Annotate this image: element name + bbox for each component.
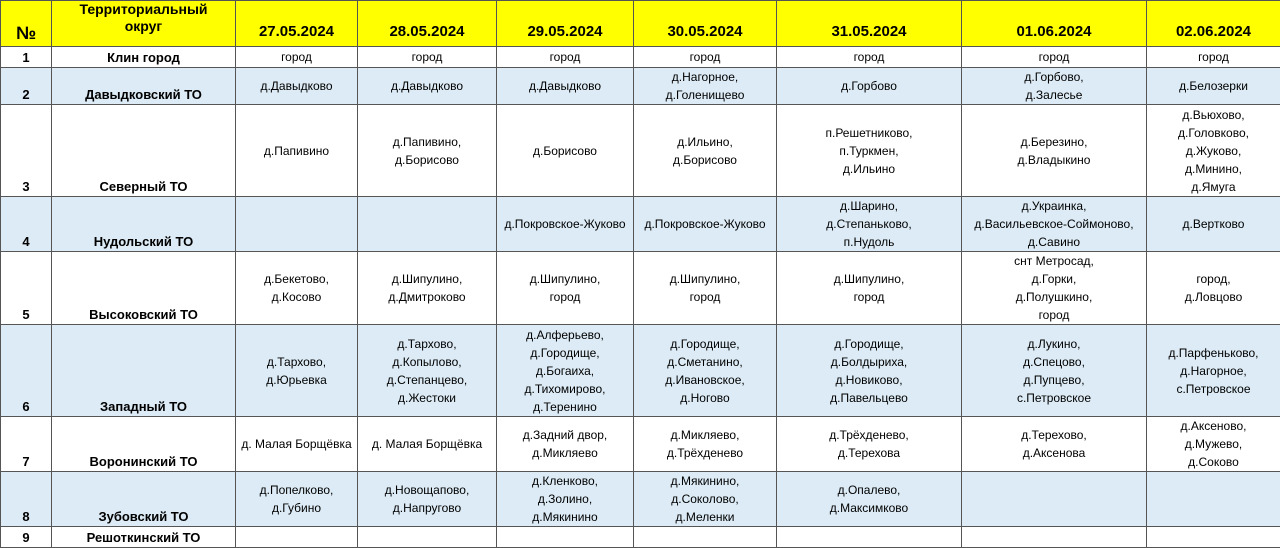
schedule-cell (1147, 417, 1280, 472)
schedule-cell (497, 417, 634, 472)
schedule-cell (777, 472, 962, 527)
cell-locality: д.Теренино (497, 398, 633, 416)
cell-locality: д.Ногово (634, 389, 776, 407)
cell-locality: д.Шарино, (777, 197, 961, 215)
cell-locality: д.Давыдково (358, 77, 496, 95)
cell-locality: д.Шипулино, (497, 270, 633, 288)
cell-locality: д.Напругово (358, 499, 496, 517)
cell-locality: д.Владыкино (962, 151, 1146, 169)
header-date: 29.05.2024 (497, 1, 634, 47)
cell-locality: д.Богаиха, (497, 362, 633, 380)
schedule-cell (962, 527, 1147, 548)
cell-locality: д.Минино, (1147, 160, 1280, 178)
cell-locality: д.Вертково (1147, 215, 1280, 233)
schedule-cell (634, 105, 777, 197)
cell-locality: д.Нагорное, (634, 68, 776, 86)
cell-locality: д.Попелково, (236, 481, 357, 499)
cell-locality: д.Парфеньково, (1147, 344, 1280, 362)
cell-locality: город (1147, 48, 1280, 66)
okrug-name: Западный ТО (52, 325, 236, 417)
header-date: 02.06.2024 (1147, 1, 1280, 47)
cell-locality: д.Городище, (634, 335, 776, 353)
cell-locality: д.Трёхденево, (777, 426, 961, 444)
schedule-cell (497, 472, 634, 527)
schedule-cell (1147, 252, 1280, 325)
cell-locality: д.Бекетово, (236, 270, 357, 288)
row-number: 2 (1, 68, 52, 105)
cell-locality: д.Павельцево (777, 389, 961, 407)
cell-locality: д.Жестоки (358, 389, 496, 407)
cell-locality: д.Борисово (634, 151, 776, 169)
cell-locality: д.Тархово, (236, 353, 357, 371)
table-row (1, 68, 1280, 105)
cell-locality: д.Мужево, (1147, 435, 1280, 453)
schedule-cell (236, 417, 358, 472)
header-okrug-line1: Территориальный (52, 1, 235, 18)
cell-locality: д.Савино (962, 233, 1146, 251)
cell-locality: д.Губино (236, 499, 357, 517)
cell-locality: д.Терехова (777, 444, 961, 462)
cell-locality: д.Полушкино, (962, 288, 1146, 306)
cell-locality: д.Борисово (497, 142, 633, 160)
row-number: 5 (1, 252, 52, 325)
table-row (1, 105, 1280, 197)
table-row (1, 417, 1280, 472)
cell-locality: город, (1147, 270, 1280, 288)
cell-locality: д.Тархово, (358, 335, 496, 353)
schedule-cell (962, 105, 1147, 197)
cell-locality: п.Решетниково, (777, 124, 961, 142)
cell-locality: город (497, 48, 633, 66)
header-date: 28.05.2024 (358, 1, 497, 47)
row-number: 3 (1, 105, 52, 197)
schedule-cell (777, 527, 962, 548)
schedule-cell (358, 472, 497, 527)
schedule-cell (1147, 527, 1280, 548)
cell-locality: д.Соково (1147, 453, 1280, 471)
schedule-cell (962, 472, 1147, 527)
table-row (1, 197, 1280, 252)
schedule-cell (358, 197, 497, 252)
schedule-cell (358, 252, 497, 325)
cell-locality: д.Ивановское, (634, 371, 776, 389)
cell-locality: д.Шипулино, (634, 270, 776, 288)
cell-locality: д.Степаньково, (777, 215, 961, 233)
schedule-cell (634, 197, 777, 252)
schedule-cell (358, 68, 497, 105)
schedule-cell (634, 252, 777, 325)
cell-locality: город (962, 306, 1146, 324)
schedule-cell (1147, 472, 1280, 527)
cell-locality: д.Украинка, (962, 197, 1146, 215)
schedule-cell (497, 47, 634, 68)
cell-locality: д.Трёхденево (634, 444, 776, 462)
cell-locality: д.Кленково, (497, 472, 633, 490)
schedule-cell (358, 527, 497, 548)
cell-locality: д.Залесье (962, 86, 1146, 104)
okrug-name: Воронинский ТО (52, 417, 236, 472)
cell-locality: д.Спецово, (962, 353, 1146, 371)
schedule-cell (777, 47, 962, 68)
cell-locality: д.Давыдково (236, 77, 357, 95)
cell-locality: д.Алферьево, (497, 326, 633, 344)
schedule-cell (236, 472, 358, 527)
cell-locality: город (236, 48, 357, 66)
schedule-cell (777, 68, 962, 105)
header-date: 01.06.2024 (962, 1, 1147, 47)
cell-locality: д.Терехово, (962, 426, 1146, 444)
cell-locality: д.Дмитроково (358, 288, 496, 306)
cell-locality: д.Новощапово, (358, 481, 496, 499)
schedule-cell (962, 417, 1147, 472)
schedule-cell (634, 472, 777, 527)
cell-locality: д.Вьюхово, (1147, 106, 1280, 124)
schedule-cell (634, 47, 777, 68)
okrug-name: Клин город (52, 47, 236, 68)
table-row (1, 47, 1280, 68)
cell-locality: д.Задний двор, (497, 426, 633, 444)
cell-locality: д.Горки, (962, 270, 1146, 288)
header-okrug (52, 1, 236, 47)
schedule-cell (497, 527, 634, 548)
cell-locality: город (497, 288, 633, 306)
cell-locality: д.Жуково, (1147, 142, 1280, 160)
cell-locality: д.Давыдково (497, 77, 633, 95)
schedule-cell (1147, 197, 1280, 252)
schedule-cell (236, 325, 358, 417)
cell-locality: д.Золино, (497, 490, 633, 508)
cell-locality: д.Белозерки (1147, 77, 1280, 95)
schedule-cell (358, 417, 497, 472)
cell-locality: п.Туркмен, (777, 142, 961, 160)
cell-locality: д. Малая Борщёвка (236, 435, 357, 453)
header-num: № (1, 1, 52, 47)
schedule-cell (236, 47, 358, 68)
cell-locality: д.Степанцево, (358, 371, 496, 389)
schedule-cell (962, 197, 1147, 252)
schedule-cell (634, 527, 777, 548)
schedule-cell (777, 252, 962, 325)
row-number: 7 (1, 417, 52, 472)
header-date: 27.05.2024 (236, 1, 358, 47)
cell-locality: д.Голенищево (634, 86, 776, 104)
cell-locality: д.Головково, (1147, 124, 1280, 142)
cell-locality: д.Шипулино, (358, 270, 496, 288)
cell-locality: город (777, 48, 961, 66)
cell-locality: д.Ямуга (1147, 178, 1280, 196)
row-number: 6 (1, 325, 52, 417)
cell-locality: снт Метросад, (962, 252, 1146, 270)
cell-locality: д.Ловцово (1147, 288, 1280, 306)
cell-locality: д.Аксеново, (1147, 417, 1280, 435)
okrug-name: Давыдковский ТО (52, 68, 236, 105)
header-date: 30.05.2024 (634, 1, 777, 47)
schedule-cell (1147, 105, 1280, 197)
schedule-cell (497, 197, 634, 252)
cell-locality: с.Петровское (962, 389, 1146, 407)
cell-locality: д.Ильино (777, 160, 961, 178)
schedule-cell (1147, 325, 1280, 417)
cell-locality: город (962, 48, 1146, 66)
cell-locality: д.Городище, (777, 335, 961, 353)
cell-locality: д.Покровское-Жуково (634, 215, 776, 233)
row-number: 1 (1, 47, 52, 68)
cell-locality: д.Максимково (777, 499, 961, 517)
schedule-cell (962, 325, 1147, 417)
schedule-cell (358, 47, 497, 68)
cell-locality: д.Покровское-Жуково (497, 215, 633, 233)
cell-locality: город (777, 288, 961, 306)
okrug-name: Высоковский ТО (52, 252, 236, 325)
schedule-cell (236, 68, 358, 105)
cell-locality: д.Новиково, (777, 371, 961, 389)
schedule-cell (777, 197, 962, 252)
cell-locality: д.Васильевское-Соймоново, (962, 215, 1146, 233)
okrug-name: Решоткинский ТО (52, 527, 236, 548)
cell-locality: с.Петровское (1147, 380, 1280, 398)
cell-locality: д.Болдыриха, (777, 353, 961, 371)
cell-locality: д.Мякинино, (634, 472, 776, 490)
cell-locality: д.Тихомирово, (497, 380, 633, 398)
cell-locality: д.Городище, (497, 344, 633, 362)
schedule-cell (497, 252, 634, 325)
schedule-cell (236, 252, 358, 325)
cell-locality: д.Нагорное, (1147, 362, 1280, 380)
cell-locality: д.Сметанино, (634, 353, 776, 371)
schedule-cell (236, 527, 358, 548)
schedule-cell (777, 325, 962, 417)
table-row (1, 527, 1280, 548)
okrug-name: Северный ТО (52, 105, 236, 197)
schedule-cell (962, 68, 1147, 105)
schedule-cell (777, 417, 962, 472)
cell-locality: д.Аксенова (962, 444, 1146, 462)
cell-locality: д.Мякинино (497, 508, 633, 526)
header-okrug-line2: округ (52, 18, 235, 35)
table-row (1, 325, 1280, 417)
schedule-cell (962, 252, 1147, 325)
cell-locality: д.Меленки (634, 508, 776, 526)
cell-locality: д.Опалево, (777, 481, 961, 499)
header-row (1, 1, 1280, 47)
schedule-cell (236, 105, 358, 197)
schedule-cell (634, 417, 777, 472)
schedule-cell (1147, 47, 1280, 68)
cell-locality: д.Микляево, (634, 426, 776, 444)
cell-locality: д.Копылово, (358, 353, 496, 371)
cell-locality: д.Лукино, (962, 335, 1146, 353)
cell-locality: город (634, 288, 776, 306)
header-date: 31.05.2024 (777, 1, 962, 47)
cell-locality: город (358, 48, 496, 66)
cell-locality: д.Папивино, (358, 133, 496, 151)
cell-locality: д.Горбово (777, 77, 961, 95)
cell-locality: п.Нудоль (777, 233, 961, 251)
cell-locality: д.Березино, (962, 133, 1146, 151)
schedule-cell (358, 325, 497, 417)
schedule-cell (1147, 68, 1280, 105)
schedule-cell (497, 105, 634, 197)
cell-locality: д.Соколово, (634, 490, 776, 508)
schedule-cell (358, 105, 497, 197)
cell-locality: д.Микляево (497, 444, 633, 462)
schedule-cell (497, 68, 634, 105)
cell-locality: город (634, 48, 776, 66)
row-number: 4 (1, 197, 52, 252)
table-row (1, 252, 1280, 325)
cell-locality: д.Горбово, (962, 68, 1146, 86)
cell-locality: д.Ильино, (634, 133, 776, 151)
cell-locality: д. Малая Борщёвка (358, 435, 496, 453)
schedule-cell (777, 105, 962, 197)
cell-locality: д.Шипулино, (777, 270, 961, 288)
cell-locality: д.Пупцево, (962, 371, 1146, 389)
cell-locality: д.Борисово (358, 151, 496, 169)
okrug-name: Зубовский ТО (52, 472, 236, 527)
cell-locality: д.Юрьевка (236, 371, 357, 389)
row-number: 9 (1, 527, 52, 548)
schedule-cell (962, 47, 1147, 68)
schedule-cell (634, 68, 777, 105)
schedule-cell (236, 197, 358, 252)
cell-locality: д.Косово (236, 288, 357, 306)
row-number: 8 (1, 472, 52, 527)
schedule-cell (497, 325, 634, 417)
schedule-cell (634, 325, 777, 417)
cell-locality: д.Папивино (236, 142, 357, 160)
table-row (1, 472, 1280, 527)
okrug-name: Нудольский ТО (52, 197, 236, 252)
